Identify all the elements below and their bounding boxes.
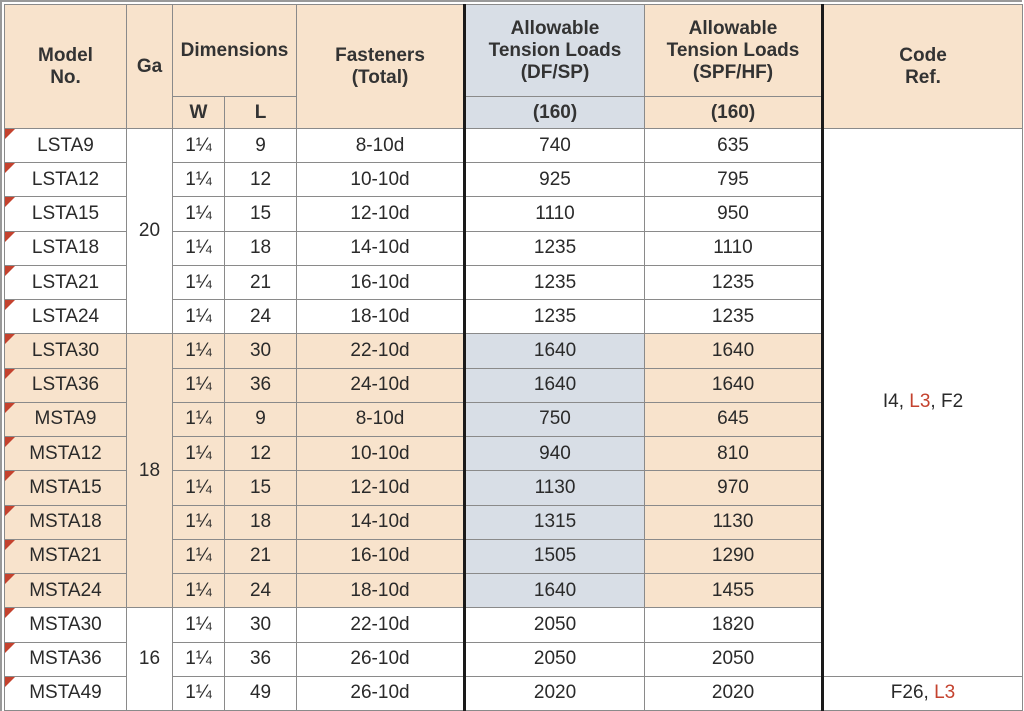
length-cell: 12 <box>225 437 297 471</box>
fasteners-cell: 10-10d <box>297 163 465 197</box>
gauge-cell: 20 <box>127 129 173 334</box>
model-cell: MSTA9 <box>5 402 127 436</box>
new-product-flag-icon <box>5 129 15 139</box>
new-product-flag-icon <box>5 197 15 207</box>
length-cell: 12 <box>225 163 297 197</box>
length-cell: 24 <box>225 300 297 334</box>
model-cell: MSTA49 <box>5 676 127 710</box>
fasteners-cell: 16-10d <box>297 265 465 299</box>
load-dfsp-cell: 2050 <box>465 642 645 676</box>
load-dfsp-cell: 925 <box>465 163 645 197</box>
new-product-flag-icon <box>5 506 15 516</box>
width-cell: 1¼ <box>173 608 225 642</box>
new-product-flag-icon <box>5 574 15 584</box>
model-cell: LSTA15 <box>5 197 127 231</box>
new-product-flag-icon <box>5 369 15 379</box>
gauge-cell: 16 <box>127 608 173 711</box>
model-cell: MSTA21 <box>5 539 127 573</box>
table-row <box>5 129 1023 163</box>
length-cell: 9 <box>225 129 297 163</box>
fasteners-cell: 8-10d <box>297 129 465 163</box>
header-gauge: Ga <box>127 5 173 129</box>
load-dfsp-cell: 1110 <box>465 197 645 231</box>
load-spfhf-cell: 1455 <box>645 574 823 608</box>
load-spfhf-cell: 1130 <box>645 505 823 539</box>
load-spfhf-cell: 970 <box>645 471 823 505</box>
length-cell: 36 <box>225 642 297 676</box>
fasteners-cell: 14-10d <box>297 505 465 539</box>
length-cell: 15 <box>225 471 297 505</box>
width-cell: 1¼ <box>173 231 225 265</box>
fasteners-cell: 10-10d <box>297 437 465 471</box>
model-cell: MSTA12 <box>5 437 127 471</box>
strap-load-table <box>4 4 1023 711</box>
model-cell: LSTA21 <box>5 265 127 299</box>
load-dfsp-cell: 1235 <box>465 265 645 299</box>
load-dfsp-cell: 1640 <box>465 368 645 402</box>
model-cell: LSTA12 <box>5 163 127 197</box>
code-ref-cell: F26, L3 <box>823 676 1023 710</box>
width-cell: 1¼ <box>173 163 225 197</box>
length-cell: 18 <box>225 505 297 539</box>
fasteners-cell: 14-10d <box>297 231 465 265</box>
load-dfsp-cell: 1235 <box>465 231 645 265</box>
new-product-flag-icon <box>5 608 15 618</box>
fasteners-cell: 12-10d <box>297 197 465 231</box>
header-load-dfsp: Allowable Tension Loads (DF/SP) <box>465 5 645 97</box>
width-cell: 1¼ <box>173 265 225 299</box>
header-width: W <box>173 97 225 129</box>
length-cell: 18 <box>225 231 297 265</box>
gauge-cell: 18 <box>127 334 173 608</box>
length-cell: 21 <box>225 539 297 573</box>
load-dfsp-cell: 1640 <box>465 334 645 368</box>
load-dfsp-cell: 740 <box>465 129 645 163</box>
fasteners-cell: 22-10d <box>297 334 465 368</box>
width-cell: 1¼ <box>173 300 225 334</box>
load-dfsp-cell: 1235 <box>465 300 645 334</box>
model-cell: LSTA36 <box>5 368 127 402</box>
new-product-flag-icon <box>5 403 15 413</box>
header-length: L <box>225 97 297 129</box>
fasteners-cell: 24-10d <box>297 368 465 402</box>
fasteners-cell: 18-10d <box>297 300 465 334</box>
new-product-flag-icon <box>5 232 15 242</box>
length-cell: 49 <box>225 676 297 710</box>
length-cell: 30 <box>225 334 297 368</box>
load-spfhf-cell: 1290 <box>645 539 823 573</box>
new-product-flag-icon <box>5 334 15 344</box>
code-ref-cell: I4, L3, F2 <box>823 129 1023 677</box>
new-product-flag-icon <box>5 437 15 447</box>
width-cell: 1¼ <box>173 574 225 608</box>
fasteners-cell: 26-10d <box>297 642 465 676</box>
load-spfhf-cell: 635 <box>645 129 823 163</box>
width-cell: 1¼ <box>173 676 225 710</box>
length-cell: 9 <box>225 402 297 436</box>
width-cell: 1¼ <box>173 197 225 231</box>
load-spfhf-cell: 2050 <box>645 642 823 676</box>
model-cell: MSTA15 <box>5 471 127 505</box>
width-cell: 1¼ <box>173 402 225 436</box>
load-spfhf-cell: 1640 <box>645 368 823 402</box>
width-cell: 1¼ <box>173 539 225 573</box>
new-product-flag-icon <box>5 163 15 173</box>
width-cell: 1¼ <box>173 471 225 505</box>
header-code-ref: Code Ref. <box>823 5 1023 129</box>
model-cell: MSTA24 <box>5 574 127 608</box>
length-cell: 15 <box>225 197 297 231</box>
model-cell: LSTA30 <box>5 334 127 368</box>
header-dimensions: Dimensions <box>173 5 297 97</box>
width-cell: 1¼ <box>173 334 225 368</box>
load-dfsp-cell: 940 <box>465 437 645 471</box>
fasteners-cell: 12-10d <box>297 471 465 505</box>
load-spfhf-cell: 1110 <box>645 231 823 265</box>
model-cell: MSTA18 <box>5 505 127 539</box>
load-spfhf-cell: 1640 <box>645 334 823 368</box>
new-product-flag-icon <box>5 300 15 310</box>
load-dfsp-cell: 2020 <box>465 676 645 710</box>
header-load-spfhf: Allowable Tension Loads (SPF/HF) <box>645 5 823 97</box>
fasteners-cell: 22-10d <box>297 608 465 642</box>
load-dfsp-cell: 1505 <box>465 539 645 573</box>
width-cell: 1¼ <box>173 129 225 163</box>
load-spfhf-cell: 1820 <box>645 608 823 642</box>
new-product-flag-icon <box>5 643 15 653</box>
load-dfsp-cell: 1640 <box>465 574 645 608</box>
width-cell: 1¼ <box>173 642 225 676</box>
width-cell: 1¼ <box>173 368 225 402</box>
length-cell: 24 <box>225 574 297 608</box>
load-dfsp-cell: 1315 <box>465 505 645 539</box>
load-dfsp-cell: 1130 <box>465 471 645 505</box>
model-cell: MSTA36 <box>5 642 127 676</box>
model-cell: LSTA24 <box>5 300 127 334</box>
fasteners-cell: 8-10d <box>297 402 465 436</box>
width-cell: 1¼ <box>173 505 225 539</box>
model-cell: LSTA18 <box>5 231 127 265</box>
model-cell: LSTA9 <box>5 129 127 163</box>
load-spfhf-cell: 1235 <box>645 265 823 299</box>
fasteners-cell: 18-10d <box>297 574 465 608</box>
load-spfhf-cell: 810 <box>645 437 823 471</box>
new-product-flag-icon <box>5 471 15 481</box>
load-spfhf-cell: 2020 <box>645 676 823 710</box>
width-cell: 1¼ <box>173 437 225 471</box>
header-load-factor-dfsp: (160) <box>465 97 645 129</box>
length-cell: 30 <box>225 608 297 642</box>
load-dfsp-cell: 2050 <box>465 608 645 642</box>
header-fasteners: Fasteners (Total) <box>297 5 465 129</box>
load-dfsp-cell: 750 <box>465 402 645 436</box>
length-cell: 21 <box>225 265 297 299</box>
new-product-flag-icon <box>5 677 15 687</box>
load-spfhf-cell: 645 <box>645 402 823 436</box>
new-product-flag-icon <box>5 540 15 550</box>
header-model-no: Model No. <box>5 5 127 129</box>
new-product-flag-icon <box>5 266 15 276</box>
load-spfhf-cell: 1235 <box>645 300 823 334</box>
header-load-factor-spfhf: (160) <box>645 97 823 129</box>
load-spfhf-cell: 950 <box>645 197 823 231</box>
model-cell: MSTA30 <box>5 608 127 642</box>
fasteners-cell: 16-10d <box>297 539 465 573</box>
fasteners-cell: 26-10d <box>297 676 465 710</box>
length-cell: 36 <box>225 368 297 402</box>
load-spfhf-cell: 795 <box>645 163 823 197</box>
